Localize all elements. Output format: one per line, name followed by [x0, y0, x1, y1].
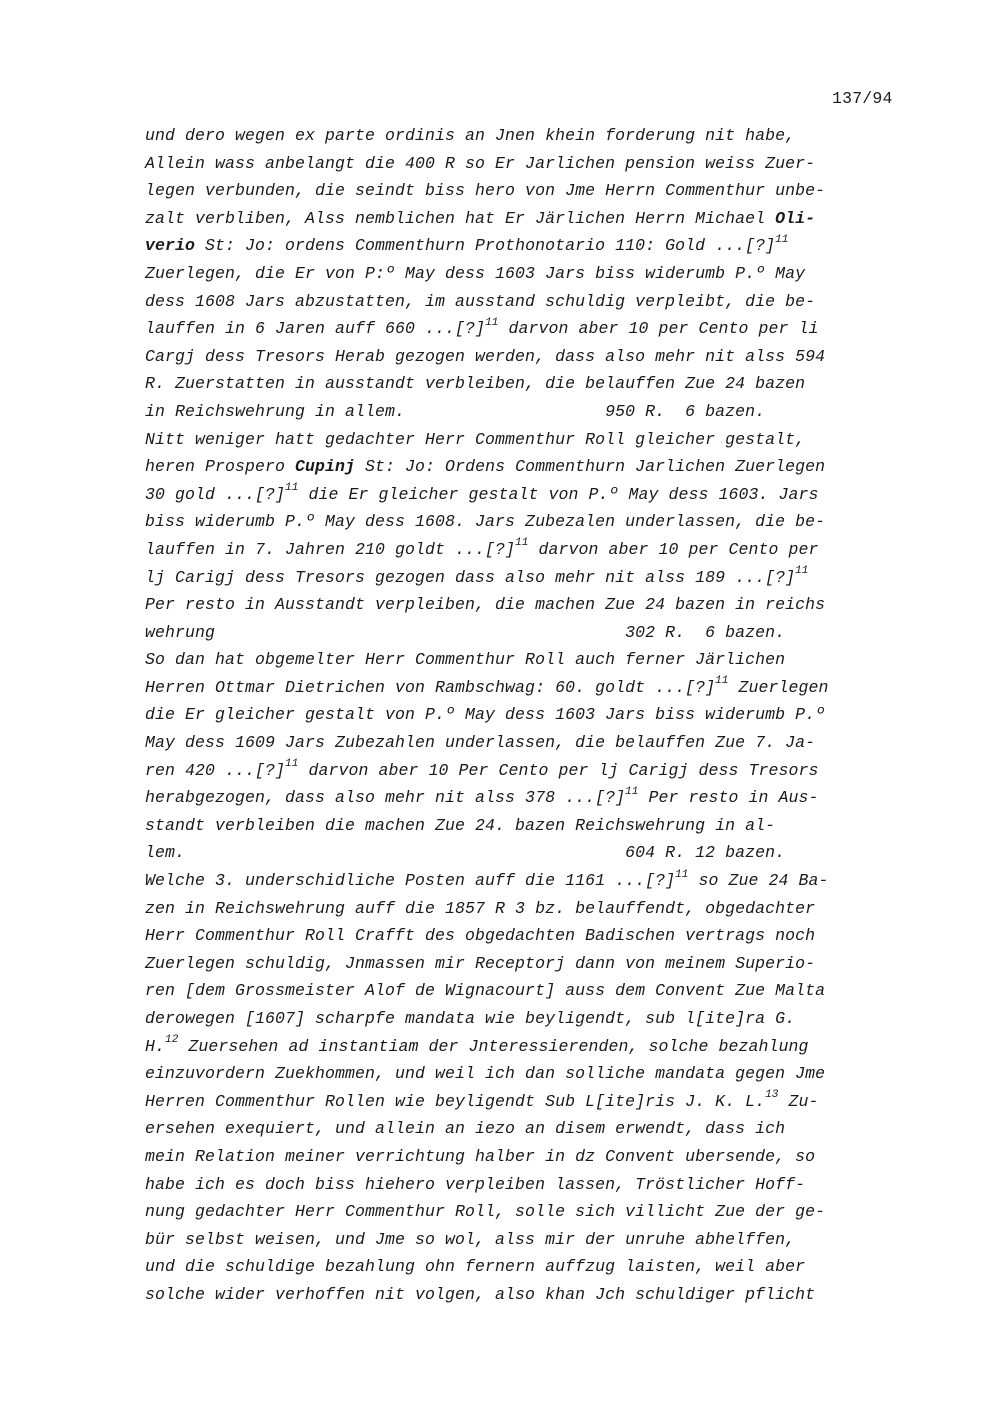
text-segment: Herr Commenthur Roll Crafft des obgedachten Badischen vertrags noch: [145, 926, 816, 946]
page-number: 137/94: [832, 89, 893, 108]
text-segment: Allein wass anbelangt die 400 R so Er Jarlichen pension weiss Zuer-: [145, 153, 816, 173]
text-segment: heren Prospero: [145, 457, 296, 477]
text-line: [145, 288, 925, 316]
text-segment: May dess 1609 Jars Zubezahlen underlassen, die belauffen Zue 7. Ja-: [145, 733, 816, 753]
text-segment: ren [dem Grossmeister Alof de Wignacourt] auss dem Convent Zue Malta: [145, 981, 826, 1001]
text-line: [145, 205, 925, 233]
text-line: [145, 701, 925, 729]
text-line: [145, 729, 925, 757]
text-line: [145, 1005, 925, 1033]
text-segment: standt verbleiben die machen Zue 24. bazen Reichswehrung in al-: [145, 815, 776, 835]
text-line: [145, 867, 925, 895]
text-segment: zalt verbliben, Alss nemblichen hat Er Järlichen Herrn Michael: [145, 208, 776, 228]
text-line: [145, 508, 925, 536]
text-segment: Per resto in Ausstandt verpleiben, die machen Zue 24 bazen in reichs: [145, 595, 826, 615]
text-line: [145, 922, 925, 950]
text-segment: Zu-: [778, 1091, 819, 1111]
text-segment: wehrung 302 R. 6 bazen.: [145, 622, 786, 642]
text-segment: nung gedachter Herr Commenthur Roll, solle sich villicht Zue der ge-: [145, 1202, 826, 1222]
text-segment: biss widerumb P.º May dess 1608. Jars Zubezalen underlassen, die be-: [145, 512, 826, 532]
document-body: [145, 122, 925, 1309]
footnote-marker: 11: [485, 316, 499, 329]
text-segment: die Er gleicher gestalt von P.º May dess 1603 Jars biss widerumb P.º: [145, 705, 826, 725]
text-segment: Herren Commenthur Rollen wie beyligendt Sub L[ite]ris J. K. L.: [145, 1091, 766, 1111]
text-segment: dess 1608 Jars abzustatten, im ausstand schuldig verpleibt, die be-: [145, 291, 816, 311]
text-line: [145, 260, 925, 288]
text-segment: ersehen exequiert, und allein an iezo an disem erwendt, dass ich: [145, 1119, 786, 1139]
footnote-marker: 11: [285, 758, 299, 771]
text-line: [145, 1198, 925, 1226]
footnote-marker: 11: [775, 233, 789, 246]
text-segment: Cargj dess Tresors Herab gezogen werden, dass also mehr nit alss 594: [145, 346, 826, 366]
text-line: [145, 591, 925, 619]
text-line: [145, 839, 925, 867]
footnote-marker: 11: [715, 675, 729, 688]
footnote-marker: 11: [675, 868, 689, 881]
text-segment: darvon aber 10 per Cento per: [528, 539, 819, 559]
text-segment: ren 420 ...[?]: [145, 760, 286, 780]
text-segment: einzuvordern Zuekhommen, und weil ich dan solliche mandata gegen Jme: [145, 1064, 826, 1084]
text-segment: lem. 604 R. 12 bazen.: [145, 843, 786, 863]
text-segment: so Zue 24 Ba-: [688, 871, 829, 891]
footnote-marker: 11: [285, 482, 299, 495]
text-line: [145, 619, 925, 647]
text-segment: die Er gleicher gestalt von P.º May dess 1603. Jars: [298, 484, 819, 504]
footnote-marker: 11: [515, 537, 529, 550]
text-line: [145, 177, 925, 205]
text-line: [145, 977, 925, 1005]
footnote-marker: 11: [795, 565, 809, 577]
text-segment: habe ich es doch biss hiehero verpleiben lassen, Tröstlicher Hoff-: [145, 1174, 806, 1194]
text-segment: Zuerlegen schuldig, Jnmassen mir Receptorj dann von meinem Superio-: [145, 953, 816, 973]
text-segment: mein Relation meiner verrichtung halber in dz Convent ubersende, so: [145, 1146, 816, 1166]
text-segment: So dan hat obgemelter Herr Commenthur Roll auch ferner Järlichen: [145, 650, 786, 670]
text-segment: H.: [145, 1036, 166, 1056]
text-line: [145, 150, 925, 178]
text-line: [145, 784, 925, 812]
text-line: [145, 426, 925, 454]
text-segment: Zuersehen ad instantiam der Jnteressierenden, solche bezahlung: [178, 1036, 809, 1056]
text-line: [145, 895, 925, 923]
text-line: [145, 536, 925, 564]
text-line: [145, 1115, 925, 1143]
text-line: [145, 646, 925, 674]
text-line: [145, 315, 925, 343]
text-line: [145, 674, 925, 702]
footnote-marker: 12: [165, 1034, 179, 1047]
text-line: [145, 398, 925, 426]
text-line: [145, 1281, 925, 1309]
text-segment: lauffen in 7. Jahren 210 goldt ...[?]: [145, 539, 516, 559]
text-segment: St: Jo: ordens Commenthurn Prothonotario 110: Gold ...[?]: [195, 236, 776, 256]
text-line: [145, 481, 925, 509]
text-segment: Zuerlegen: [728, 677, 829, 697]
text-line: [145, 564, 925, 592]
text-segment: und dero wegen ex parte ordinis an Jnen khein forderung nit habe,: [145, 126, 796, 145]
text-segment: herabgezogen, dass also mehr nit alss 378 ...[?]: [145, 788, 626, 808]
text-segment: solche wider verhoffen nit volgen, also khan Jch schuldiger pflicht: [145, 1284, 816, 1304]
text-line: [145, 1088, 925, 1116]
text-line: [145, 1171, 925, 1199]
text-segment: R. Zuerstatten in ausstandt verbleiben, die belauffen Zue 24 bazen: [145, 374, 806, 394]
text-line: [145, 1033, 925, 1061]
text-line: [145, 1253, 925, 1281]
text-segment: Per resto in Aus-: [638, 788, 819, 808]
text-segment: Welche 3. underschidliche Posten auff die 1161 ...[?]: [145, 871, 676, 891]
text-segment: lj Carigj dess Tresors gezogen dass also mehr nit alss 189 ...[?]: [145, 567, 796, 587]
footnote-marker: 13: [765, 1089, 779, 1102]
text-line: [145, 232, 925, 260]
text-segment: und die schuldige bezahlung ohn fernern auffzug laisten, weil aber: [145, 1257, 806, 1277]
footnote-marker: 11: [625, 785, 639, 798]
text-segment: zen in Reichswehrung auff die 1857 R 3 bz. belauffendt, obgedachter: [145, 898, 816, 918]
text-segment: legen verbunden, die seindt biss hero von Jme Herrn Commenthur unbe-: [145, 181, 826, 201]
text-segment: Zuerlegen, die Er von P:º May dess 1603 Jars biss widerumb P.º May: [145, 263, 806, 283]
text-line: [145, 950, 925, 978]
text-segment: derowegen [1607] scharpfe mandata wie beyligendt, sub l[ite]ra G.: [145, 1009, 796, 1028]
text-line: [145, 343, 925, 371]
text-line: [145, 1143, 925, 1171]
text-line: [145, 1226, 925, 1254]
text-segment: darvon aber 10 per Cento per li: [498, 319, 819, 339]
text-segment: lauffen in 6 Jaren auff 660 ...[?]: [145, 319, 486, 339]
text-segment: St: Jo: Ordens Commenthurn Jarlichen Zuerlegen: [355, 457, 826, 477]
text-line: [145, 453, 925, 481]
text-line: [145, 757, 925, 785]
bold-name: Cupinj: [295, 457, 356, 477]
text-line: [145, 1060, 925, 1088]
text-segment: in Reichswehrung in allem. 950 R. 6 bazen.: [145, 401, 766, 421]
text-segment: 30 gold ...[?]: [145, 484, 286, 504]
text-line: [145, 812, 925, 840]
text-line: [145, 122, 925, 150]
bold-name: verio: [145, 236, 196, 256]
text-segment: Herren Ottmar Dietrichen von Rambschwag: 60. goldt ...[?]: [145, 677, 716, 697]
text-segment: darvon aber 10 Per Cento per lj Carigj dess Tresors: [298, 760, 819, 780]
text-segment: bür selbst weisen, und Jme so wol, alss mir der unruhe abhelffen,: [145, 1229, 796, 1249]
text-line: [145, 370, 925, 398]
bold-name: Oli-: [775, 208, 816, 228]
text-segment: Nitt weniger hatt gedachter Herr Commenthur Roll gleicher gestalt,: [145, 429, 806, 449]
